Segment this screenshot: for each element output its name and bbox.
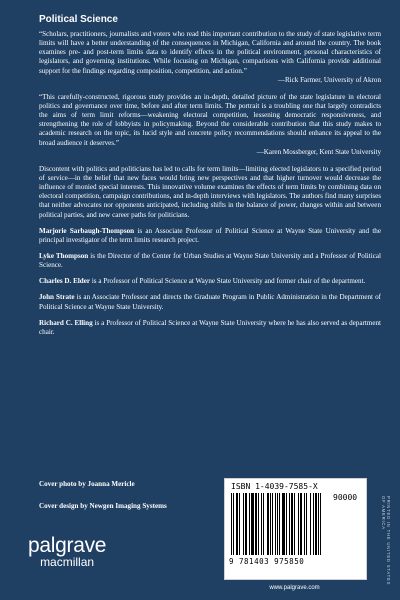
author-bio-text: is an Associate Professor and directs the Graduate Program in Public Administration in the Department of Political Science at Wayne State University. — [39, 293, 381, 311]
review-quote: “This carefully-constructed, rigorous study provides an in-depth, detailed picture of the state legislature in electoral politics and governance over time, before and after term limits. The portrait is a troubling one that largely contradicts the aims of term limit reforms—weakening electoral competition, lessening democratic responsiveness, and strengthening the role of lobbyists in policymaking. Beyond the considerable contribution that this study makes to academic research on the topic, its lucid style and concrete policy recommendations should enhance its appeal to the broad audience it deserves.” — [39, 92, 381, 147]
price-addon-text: 90000 — [333, 493, 358, 502]
author-name: Charles D. Elder — [39, 277, 91, 286]
author-name: Marjorie Sarbaugh-Thompson — [39, 226, 135, 235]
publisher-sub: macmillan — [40, 555, 95, 569]
author-bio — [39, 293, 381, 311]
book-description: Discontent with politics and politicians has led to calls for term limits—limiting elected legislators to a specified period of service—in the belief that new faces would bring new perspectives and that higher turnover would decrease the influence of monied special interests. This innovative volume examines the effects of term limits by combining data on electoral competition, campaign contributions, and in-depth interviews with legislators. The authors find many surprises that neither advocates nor opponents anticipated, including shifts in the balance of power, changes within and between political parties, and new career paths for politicians. — [39, 164, 381, 219]
publisher-website: www.palgrave.com — [269, 585, 320, 591]
review-attribution: —Rick Farmer, University of Akron — [277, 75, 381, 84]
author-bio-text: is a Professor of Political Science at Wayne State University and former chair of the department. — [90, 277, 366, 286]
author-bio — [39, 227, 381, 245]
publisher-logo — [28, 535, 106, 569]
ean-number: 9 781403 975850 — [229, 557, 305, 566]
author-bio — [39, 252, 381, 270]
author-bio-text: is a Professor of Political Science at Wayne State University where he has also served as department chair. — [39, 318, 381, 336]
author-bio-text: is an Associate Professor of Political Science at Wayne State University and the principal investigator of the term limits research project. — [39, 226, 381, 244]
photo-credit: Cover photo by Joanna Mericle — [39, 480, 135, 488]
design-credit: Cover design by Newgen Imaging Systems — [39, 501, 167, 510]
publisher-brand: palgrave — [28, 534, 107, 557]
addon-barcode-icon — [333, 503, 363, 555]
category-heading: Political Science — [39, 14, 118, 25]
author-bio-text: is the Director of the Center for Urban Studies at Wayne State University and a Professor of Political Science. — [39, 251, 381, 270]
author-bio — [39, 319, 381, 337]
isbn-text: ISBN 1-4039-7585-X — [231, 482, 318, 491]
author-name: John Strate — [39, 293, 75, 302]
barcode-gap — [360, 503, 362, 555]
text-column — [39, 14, 381, 344]
author-name: Richard C. Elling — [39, 318, 93, 327]
barcode-bar — [320, 493, 321, 555]
review-attribution: —Karen Mossberger, Kent State University — [256, 147, 381, 156]
barcode-icon — [231, 493, 329, 555]
author-name: Lyke Thompson — [39, 251, 89, 260]
cover-credits — [39, 480, 167, 523]
review-quote: “Scholars, practitioners, journalists and voters who read this important contribution to the study of state legislative term limits will have a better understanding of the consequences in Michigan, California and around the country. The book examines pre- and post-term limits data to identify effects in the political environment, personal characteristics of legislators, and governing institutions. While focusing on Michigan, comparisons with California provide additional support for the findings regarding composition, competition, and action.” — [39, 30, 381, 75]
author-bio — [39, 277, 381, 286]
barcode-panel — [224, 478, 367, 580]
print-notice: PRINTED IN THE UNITED STATES OF AMERICA — [381, 496, 391, 586]
